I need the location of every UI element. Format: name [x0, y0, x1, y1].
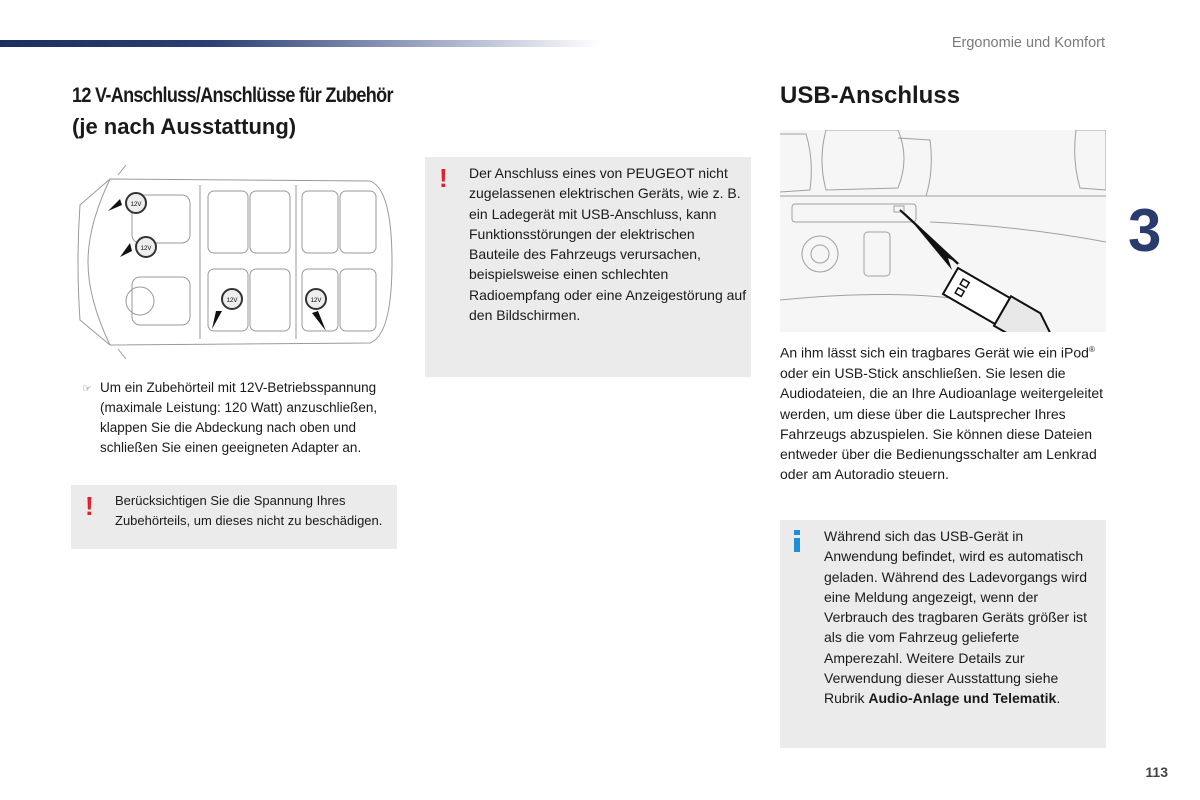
socket-label: 12V	[310, 298, 322, 304]
12v-socket-dash	[120, 237, 156, 257]
usb-info-text	[824, 526, 1098, 709]
12v-socket-rear	[306, 289, 326, 331]
instruction-text: Um ein Zubehörteil mit 12V-Betriebsspannung (maximale Leistung: 120 Watt) anzuschließen, klappen Sie die Abdeckung nach oben und schließen Sie einen geeigneten Adapter an.	[100, 380, 378, 455]
usb-info-text-main: Während sich das USB-Gerät in Anwendung befindet, wird es automatisch geladen. Während des Ladevorgangs wird eine Meldung angezeigt, wenn der Verbrauch des tragbaren Geräts größer ist als die vom Fahrzeug gelieferte Amperezahl. Weitere Details zur Verwendung dieser Ausstattung siehe Rubrik	[824, 528, 1088, 707]
usb-info-box	[780, 520, 1106, 748]
usb-description-text: An ihm lässt sich ein tragbares Gerät wie ein iPod	[780, 344, 1089, 361]
socket-label: 12V	[226, 298, 238, 304]
instruction-bullet	[72, 378, 402, 458]
info-icon	[794, 530, 800, 552]
peugeot-warning-text: Der Anschluss eines von PEUGEOT nicht zugelassenen elektrischen Geräts, wie z. B. ein Ladegerät mit USB-Anschluss, kann Funktionsstörungen der elektrischen Bauteile des Fahrzeugs verursachen, beispielsweise einen schlechten Radioempfang oder eine Anzeigestörung auf den Bildschirmen.	[469, 165, 747, 324]
section-subheading-12v: (je nach Ausstattung)	[72, 114, 297, 139]
12v-socket-middle	[212, 289, 242, 329]
usb-description-text-cont: oder ein USB-Stick anschließen. Sie lesen die Audiodateien, die an Ihre Audioanlage weitergeleitet werden, um diese über die Lautsprecher Ihres Fahrzeugs abzuspielen. Sie können diese Dateien entweder über die Bedienungsschalter am Lenkrad oder am Autoradio steuern.	[780, 364, 1104, 483]
12v-socket-front	[108, 193, 146, 213]
12v-socket-markers	[70, 165, 400, 360]
socket-label: 12V	[130, 202, 142, 208]
registered-mark: ®	[1088, 345, 1095, 354]
usb-info-reference: Audio-Anlage und Telematik	[868, 690, 1057, 707]
header-bar	[0, 40, 600, 47]
warning-icon: !	[439, 163, 448, 193]
voltage-warning-text: Berücksichtigen Sie die Spannung Ihres Zubehörteils, um dieses nicht zu beschädigen.	[115, 493, 383, 528]
pointing-hand-icon: ☞	[82, 383, 92, 395]
socket-label: 12V	[140, 246, 152, 252]
peugeot-warning-box	[425, 157, 751, 377]
usb-info-text-end: .	[1056, 690, 1061, 707]
page-number: 113	[1145, 764, 1168, 780]
chapter-title: Ergonomie und Komfort	[951, 35, 1105, 51]
chapter-number: 3	[1128, 197, 1162, 264]
usb-description	[780, 340, 1110, 485]
voltage-warning-box	[71, 485, 397, 549]
usb-port-illustration	[780, 130, 1106, 332]
usb-heading: USB-Anschluss	[780, 82, 961, 109]
warning-icon: !	[85, 491, 94, 521]
section-heading-12v: 12 V-Anschluss/Anschlüsse für Zubehör	[72, 84, 393, 107]
